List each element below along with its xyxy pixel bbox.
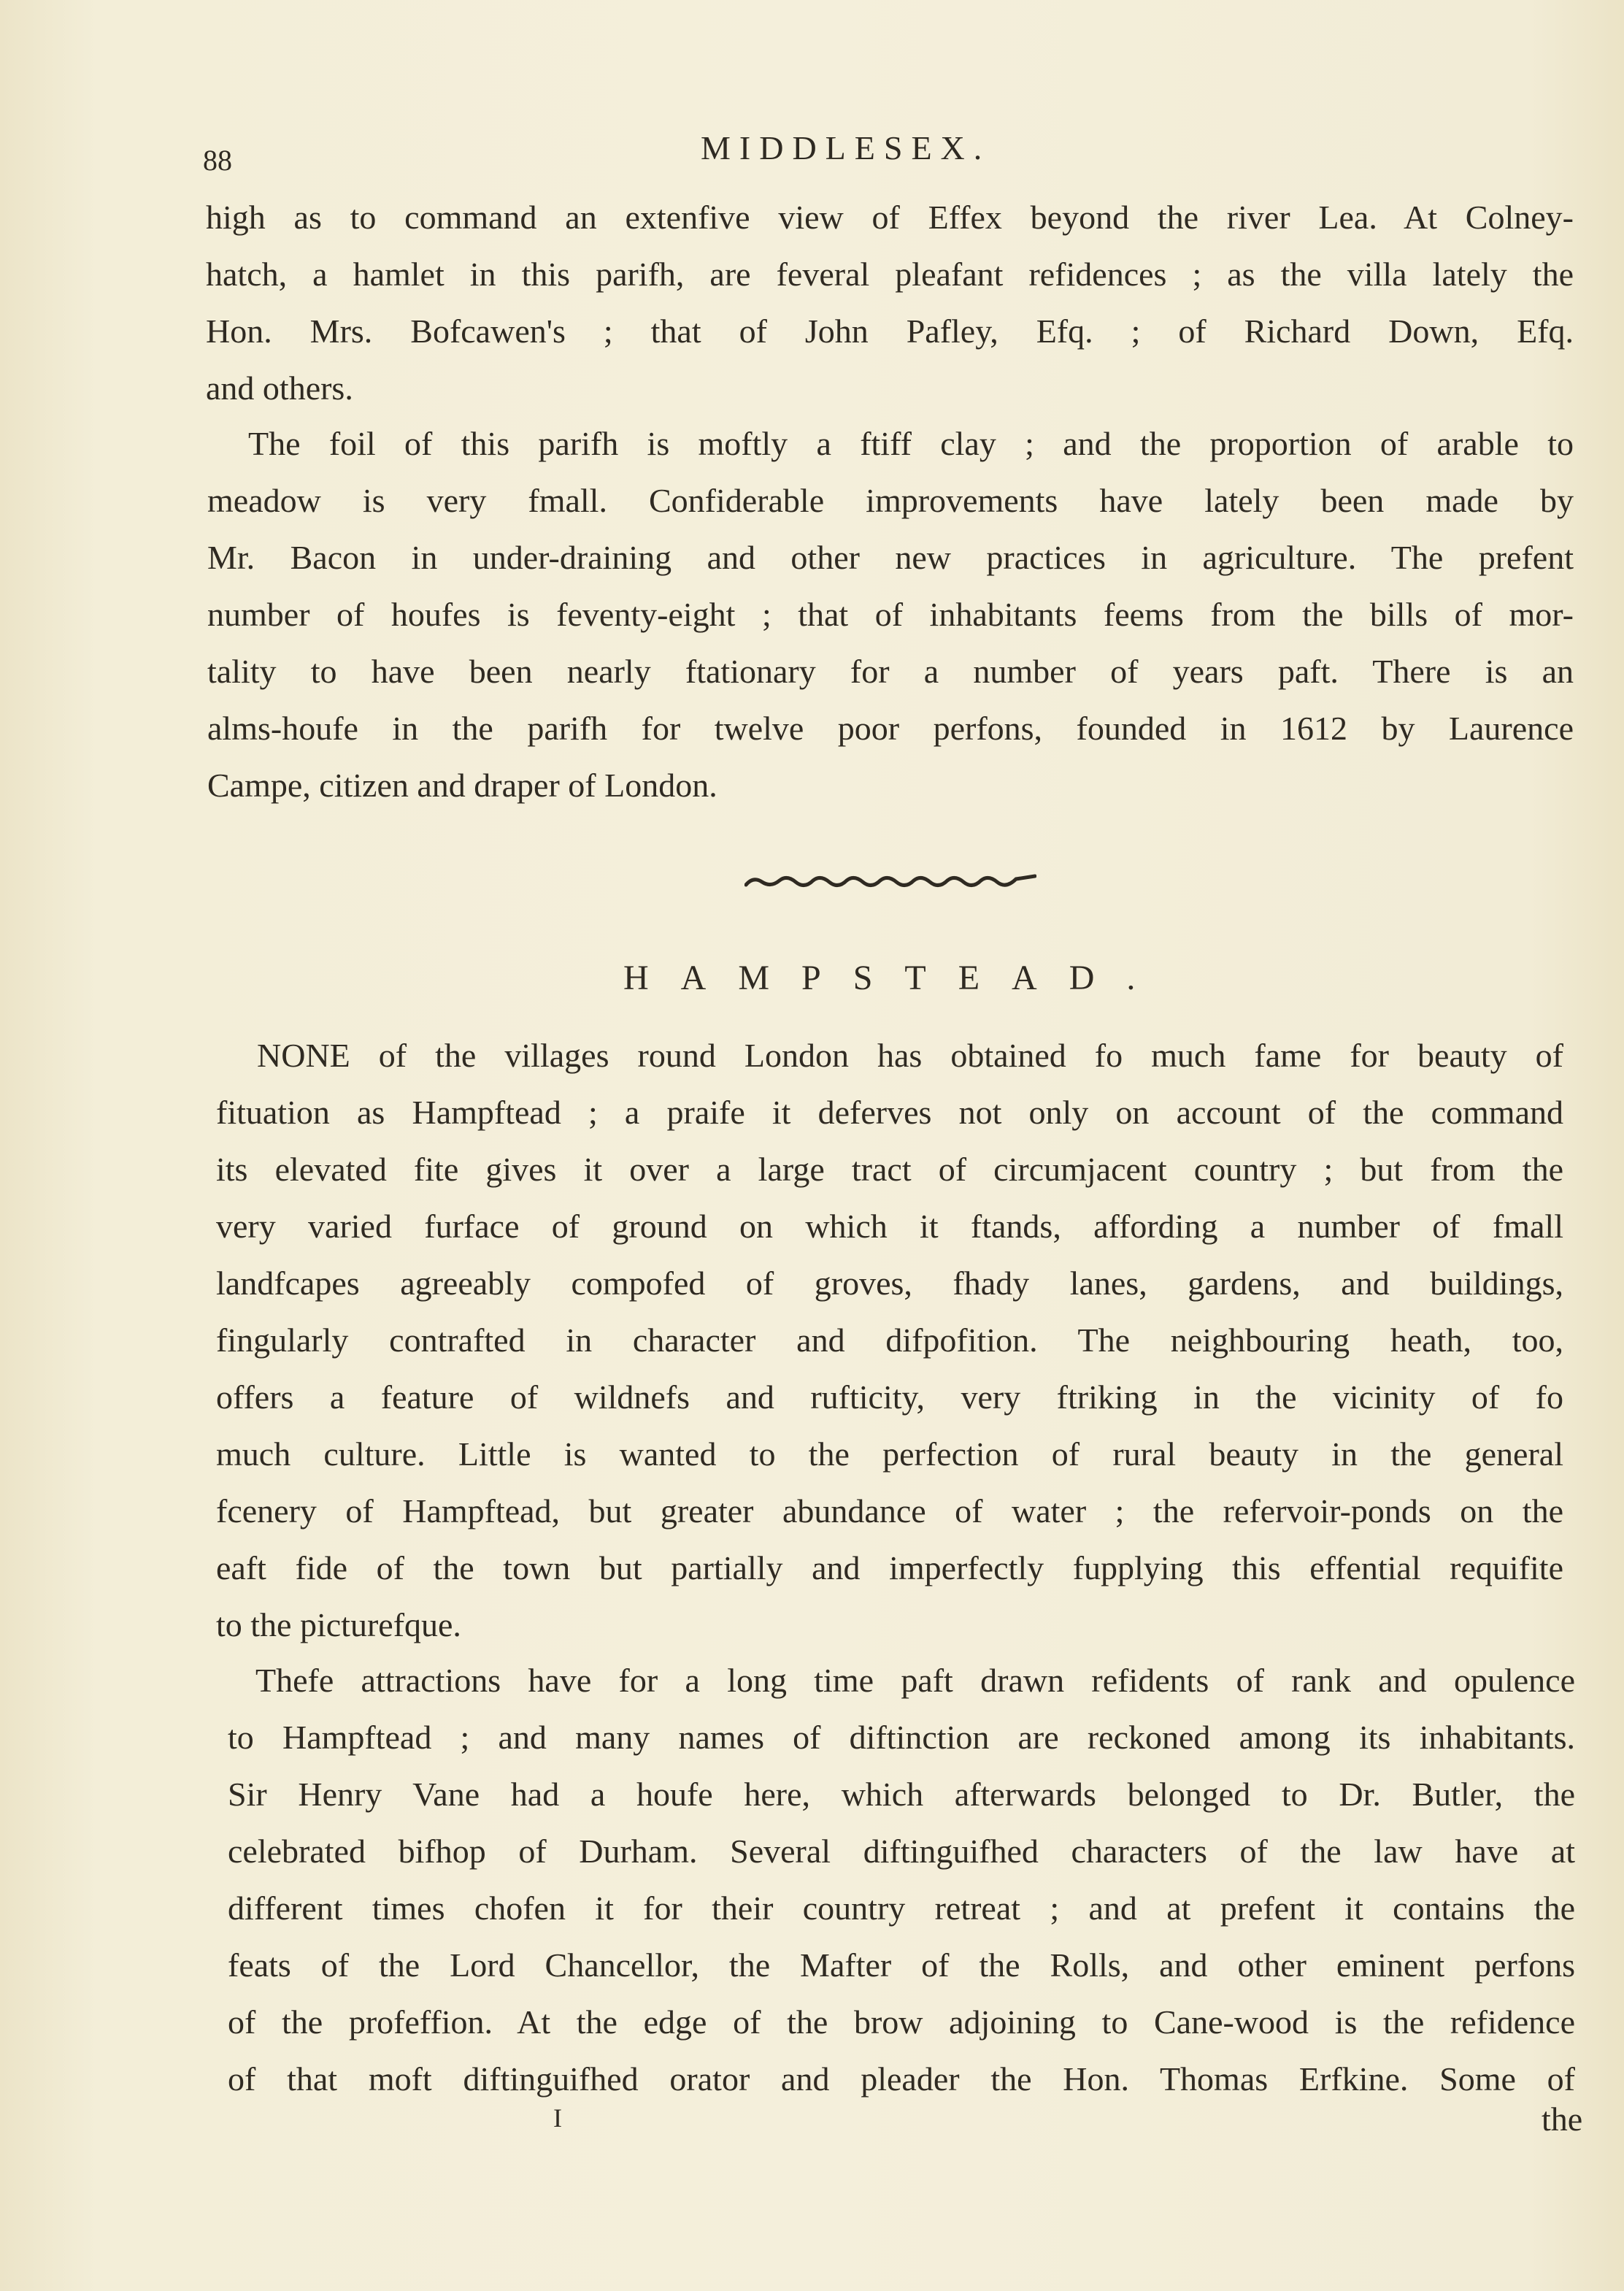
page-number: 88 — [203, 144, 232, 177]
paragraph-line: much culture. Little is wanted to the perfection of rural beauty in the general — [216, 1435, 1563, 1473]
running-head: MIDDLESEX. — [701, 129, 991, 166]
paragraph-line: fituation as Hampftead ; a praife it deferves not only on account of the command — [216, 1094, 1563, 1131]
continuation-line: high as to command an extenfive view of Effex beyond the river Lea. At Colney- — [206, 199, 1574, 236]
continuation-line: tality to have been nearly ftationary for a number of years paft. There is an — [207, 653, 1574, 690]
paragraph-line: NONE of the villages round London has obtained fo much fame for beauty of — [257, 1037, 1563, 1074]
paragraph-line: fingularly contrafted in character and difpofition. The neighbouring heath, too, — [216, 1321, 1563, 1359]
paragraph-line: to Hampftead ; and many names of diftinction are reckoned among its inhabitants. — [228, 1719, 1575, 1756]
continuation-line: meadow is very fmall. Confiderable improvements have lately been made by — [207, 482, 1574, 519]
continuation-line: hatch, a hamlet in this parifh, are feveral pleafant refidences ; as the villa lately the — [206, 256, 1574, 293]
signature-mark: I — [553, 2103, 562, 2133]
catchword: the — [1542, 2100, 1583, 2138]
paragraph-line: landfcapes agreeably compofed of groves, fhady lanes, gardens, and buildings, — [216, 1265, 1563, 1302]
paragraph-line: to the picturefque. — [216, 1606, 461, 1643]
paragraph-line: of the profeffion. At the edge of the brow adjoining to Cane-wood is the refidence — [228, 2003, 1575, 2041]
continuation-line: alms-houfe in the parifh for twelve poor perfons, founded in 1612 by Laurence — [207, 710, 1574, 747]
paragraph-line: Sir Henry Vane had a houfe here, which afterwards belonged to Dr. Butler, the — [228, 1776, 1575, 1813]
continuation-line: The foil of this parifh is moftly a ftiff clay ; and the proportion of arable to — [248, 425, 1574, 462]
continuation-line: Campe, citizen and draper of London. — [207, 767, 717, 804]
paragraph-line: different times chofen it for their country retreat ; and at prefent it contains the — [228, 1889, 1575, 1927]
paragraph-line: offers a feature of wildnefs and rufticity, very ftriking in the vicinity of fo — [216, 1378, 1563, 1416]
section-title: HAMPSTEAD. — [623, 959, 1168, 997]
paragraph-line: fcenery of Hampftead, but greater abundance of water ; the refervoir-ponds on the — [216, 1492, 1563, 1530]
continuation-line: number of houfes is feventy-eight ; that of inhabitants feems from the bills of mor- — [207, 596, 1574, 633]
ornament-divider — [744, 870, 1036, 892]
paragraph-line: its elevated fite gives it over a large tract of circumjacent country ; but from the — [216, 1151, 1563, 1188]
paragraph-line: very varied furface of ground on which it ftands, affording a number of fmall — [216, 1208, 1563, 1245]
paragraph-line: of that moft diftinguifhed orator and pleader the Hon. Thomas Erfkine. Some of — [228, 2060, 1575, 2098]
continuation-line: and others. — [206, 369, 353, 407]
paragraph-line: feats of the Lord Chancellor, the Mafter of the Rolls, and other eminent perfons — [228, 1946, 1575, 1984]
continuation-line: Hon. Mrs. Bofcawen's ; that of John Pafley, Efq. ; of Richard Down, Efq. — [206, 312, 1574, 350]
paragraph-line: celebrated bifhop of Durham. Several diftinguifhed characters of the law have at — [228, 1833, 1575, 1870]
continuation-line: Mr. Bacon in under-draining and other new practices in agriculture. The prefent — [207, 539, 1574, 576]
paragraph-line: Thefe attractions have for a long time paft drawn refidents of rank and opulence — [255, 1662, 1575, 1699]
paragraph-line: eaft fide of the town but partially and imperfectly fupplying this effential requifite — [216, 1549, 1563, 1586]
